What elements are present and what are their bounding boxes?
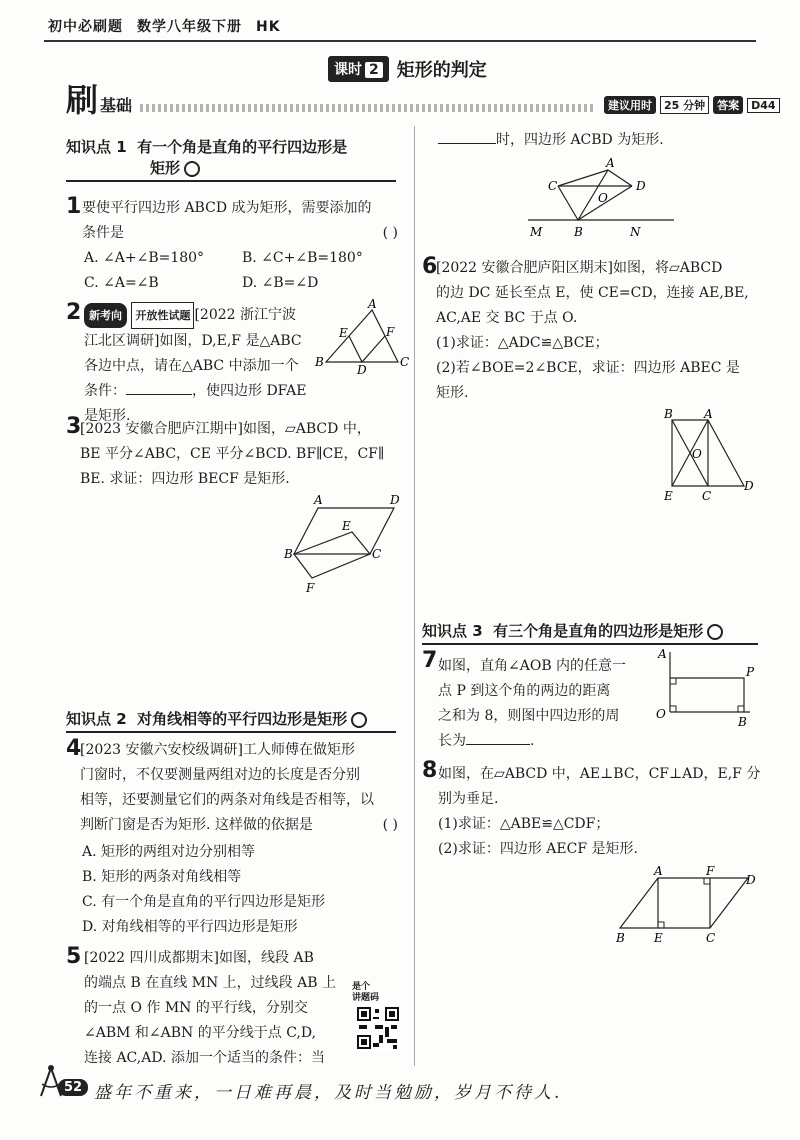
fig3-label-b: B: [284, 547, 293, 561]
fig3-label-a: A: [314, 494, 323, 507]
fig6-label-c: C: [702, 489, 712, 503]
kp3-label: 知识点 3: [422, 622, 483, 640]
qr-label: 是个 讲题码: [352, 982, 380, 1003]
q4-line3: 相等，还要测量它们的两条对角线是否相等，以: [80, 792, 374, 808]
lesson-title: 矩形的判定: [396, 60, 487, 81]
q4-stem: [80, 738, 404, 838]
fig5-label-m: M: [530, 225, 543, 239]
q3-line2: BE 平分∠ABC，CE 平分∠BCD. BF∥CE，CF∥: [80, 446, 385, 462]
book-header: [48, 16, 295, 36]
q2-answer-blank[interactable]: [126, 380, 192, 395]
book-subject: 数学八年级下册: [137, 19, 242, 35]
knowledge-point-2: [66, 708, 396, 733]
fig8-label-f: F: [706, 864, 715, 878]
target-icon: [184, 161, 200, 177]
target-icon: [707, 624, 723, 640]
kp2-title: 对角线相等的平行四边形是矩形: [137, 710, 348, 728]
q8-stem: [438, 762, 762, 862]
q5-number: 5: [66, 944, 82, 969]
q6-line6: 矩形.: [436, 385, 469, 401]
q8-line1: 如图，在▱ABCD 中，AE⊥BC，CF⊥AD，E,F 分: [438, 766, 761, 782]
fig3-label-d: D: [390, 494, 400, 507]
q8-number: 8: [422, 758, 438, 783]
q1-stem-line1: 要使平行四边形 ABCD 成为矩形，需要添加的: [82, 200, 372, 216]
q4-option-c[interactable]: C. 有一个角是直角的平行四边形是矩形: [82, 894, 326, 910]
fig3-label-f: F: [306, 581, 315, 595]
q4-line4: 判断门窗是否为矩形. 这样做的依据是 ( ): [80, 813, 404, 838]
q6-line3: AC,AE 交 BC 于点 O.: [436, 310, 578, 326]
q5-line3: 的一点 O 作 MN 的平行线，分别交: [84, 1000, 308, 1016]
section-brand: [66, 81, 133, 119]
fig2-label-c: C: [400, 355, 410, 369]
fig2-label-f: F: [386, 325, 395, 339]
fig3-label-e: E: [342, 519, 351, 533]
q2-line2: 江北区调研]如图，D,E,F 是△ABC: [84, 333, 302, 349]
kp2-label: 知识点 2: [66, 710, 127, 728]
kp3-title: 有三个角是直角的四边形是矩形: [493, 622, 704, 640]
q2-line3: 各边中点，请在△ABC 中添加一个: [84, 358, 299, 374]
q6-number: 6: [422, 254, 438, 279]
fig7-label-a: A: [658, 647, 667, 661]
q3-figure: [282, 494, 402, 598]
q4-answer-paren[interactable]: ( ): [382, 817, 398, 833]
fig5-label-o: O: [598, 191, 608, 205]
q6-stem: [436, 256, 764, 406]
qr-code[interactable]: [355, 1005, 401, 1051]
fig7-label-b: B: [738, 715, 747, 729]
q8-line4: (2)求证：四边形 AECF 是矩形.: [438, 841, 638, 857]
fig6-label-a: A: [704, 408, 713, 421]
q8-line2: 别为垂足.: [438, 791, 499, 807]
lesson-tag: 课时 2: [328, 56, 389, 82]
dotted-divider: [140, 104, 596, 112]
q7-number: 7: [422, 648, 438, 673]
fig8-label-d: D: [746, 873, 756, 887]
q6-line1: [2022 安徽合肥庐阳区期末]如图，将▱ABCD: [436, 260, 723, 276]
q5-line5: 连接 AC,AD. 添加一个适当的条件：当: [84, 1050, 325, 1066]
fig2-label-b: B: [315, 355, 324, 369]
q4-option-d[interactable]: D. 对角线相等的平行四边形是矩形: [82, 919, 298, 935]
q5-figure: [520, 156, 680, 242]
q4-line2: 门窗时，不仅要测量两组对边的长度是否分别: [80, 767, 360, 783]
fig5-label-a: A: [606, 156, 615, 170]
page-number: 52: [58, 1079, 88, 1096]
q7-answer-blank[interactable]: [466, 730, 530, 745]
q2-stem: [84, 302, 324, 429]
q1-number: 1: [66, 194, 82, 219]
answer-label: 答案: [713, 96, 743, 114]
fig7-label-o: O: [656, 707, 666, 721]
q4-option-b[interactable]: B. 矩形的两条对角线相等: [82, 869, 242, 885]
q3-line3: BE. 求证：四边形 BECF 是矩形.: [80, 471, 290, 487]
knowledge-point-1: [66, 136, 396, 182]
q2-line1: [2022 浙江宁波: [194, 307, 296, 323]
q4-number: 4: [66, 736, 82, 761]
fig6-label-d: D: [744, 479, 754, 493]
knowledge-point-3: [422, 620, 758, 645]
target-icon: [351, 712, 367, 728]
book-edition: HK: [256, 19, 281, 35]
fig6-label-o: O: [692, 447, 702, 461]
q1-option-b[interactable]: B. ∠C+∠B=180°: [242, 250, 363, 266]
q7-stem: [438, 654, 654, 754]
header-rule: [44, 40, 756, 42]
fig6-label-b: B: [664, 408, 673, 421]
q7-line3: 之和为 8，则图中四边形的周: [438, 708, 620, 724]
q1-option-d[interactable]: D. ∠B=∠D: [242, 275, 319, 291]
q5-line4: ∠ABM 和∠ABN 的平分线于点 C,D,: [84, 1025, 317, 1041]
fig3-label-c: C: [372, 547, 382, 561]
lesson-heading: [328, 56, 487, 82]
footer-motto: 盛年不重来，一日难再晨，及时当勉励，岁月不待人.: [94, 1083, 563, 1103]
kp1-label: 知识点 1: [66, 138, 127, 156]
q7-line1: 如图，直角∠AOB 内的任意一: [438, 658, 627, 674]
q1-stem-line2: 条件是 ( ): [82, 221, 402, 246]
q2-figure: [312, 296, 412, 378]
fig8-label-a: A: [654, 864, 663, 878]
fig5-label-n: N: [630, 225, 641, 239]
fig2-label-a: A: [368, 297, 377, 311]
q7-line2: 点 P 到这个角的两边的距离: [438, 683, 611, 699]
q3-number: 3: [66, 414, 82, 439]
time-value: 25 分钟: [660, 96, 709, 114]
q6-line2: 的边 DC 延长至点 E，使 CE=CD，连接 AE,BE,: [436, 285, 749, 301]
q2-number: 2: [66, 300, 82, 325]
fig8-label-b: B: [616, 931, 625, 945]
q3-line1: [2023 安徽合肥庐江期中]如图，▱ABCD 中，: [80, 421, 371, 437]
time-label: 建议用时: [604, 96, 656, 114]
q1-option-a[interactable]: A. ∠A+∠B=180°: [84, 250, 205, 266]
q4-option-a[interactable]: A. 矩形的两组对边分别相等: [82, 844, 256, 860]
kp1-title: 有一个角是直角的平行四边形是: [137, 138, 348, 156]
q5-answer-blank[interactable]: [438, 129, 496, 144]
fig5-label-d: D: [636, 179, 646, 193]
fig5-label-c: C: [548, 179, 558, 193]
section-small-label: 基础: [100, 96, 133, 115]
fig5-label-b: B: [574, 225, 583, 239]
fig8-label-c: C: [706, 931, 716, 945]
kp1-title-cont: 矩形: [150, 159, 181, 177]
answer-page: D44: [747, 98, 779, 113]
q6-line4: (1)求证：△ADC≌△BCE；: [436, 335, 609, 351]
q5-line2: 的端点 B 在直线 MN 上，过线段 AB 上: [84, 975, 336, 991]
q1-stem: [82, 196, 402, 246]
q5-line1: [2022 四川成都期末]如图，线段 AB: [84, 950, 314, 966]
q1-answer-paren[interactable]: ( ): [382, 225, 398, 241]
time-box: [604, 96, 780, 114]
q6-figure: [660, 408, 760, 504]
q8-figure: [614, 864, 760, 948]
q4-line1: [2023 安徽六安校级调研]工人师傅在做矩形: [80, 742, 356, 758]
q6-line5: (2)若∠BOE=2∠BCE，求证：四边形 ABEC 是: [436, 360, 740, 376]
fig8-label-e: E: [654, 931, 663, 945]
q5-stem: [84, 946, 346, 1071]
q7-line4: 长为 .: [438, 729, 654, 754]
q1-option-c[interactable]: C. ∠A=∠B: [84, 275, 159, 291]
q8-line3: (1)求证：△ABE≌△CDF；: [438, 816, 610, 832]
section-big-char: 刷: [66, 81, 99, 119]
book-title: 初中必刷题: [48, 19, 123, 35]
q7-figure: [654, 646, 764, 730]
fig6-label-e: E: [664, 489, 673, 503]
fig2-label-d: D: [357, 363, 367, 377]
q2-line4: 条件： ，使四边形 DFAE 是矩形.: [84, 379, 324, 429]
q5-continuation: 时，四边形 ACBD 为矩形.: [438, 128, 664, 153]
q2-badge-open: 开放性试题: [131, 302, 194, 329]
column-divider: [414, 126, 415, 1066]
fig7-label-p: P: [746, 665, 755, 679]
fig2-label-e: E: [339, 326, 348, 340]
q3-stem: [80, 417, 404, 492]
q2-badge: 新考向: [84, 303, 127, 328]
